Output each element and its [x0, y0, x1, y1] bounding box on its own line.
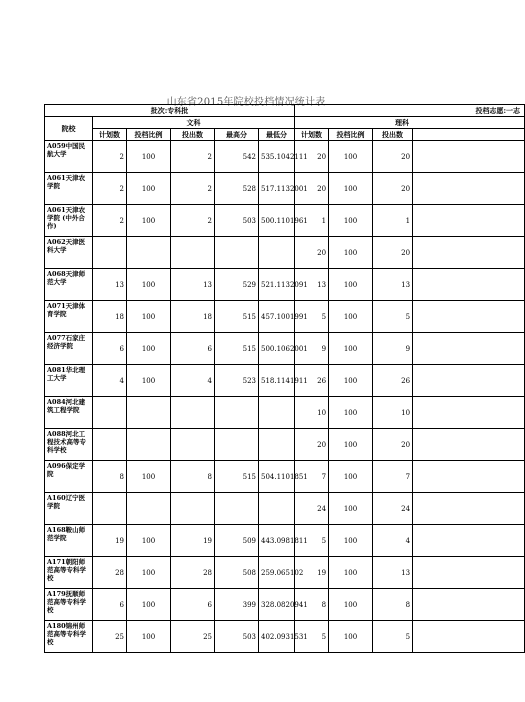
like-ratio-cell: 100	[329, 141, 373, 173]
extra-cell	[413, 429, 525, 461]
col-out-w: 投出数	[171, 129, 215, 141]
like-ratio-cell: 100	[329, 333, 373, 365]
wenke-max-cell: 515	[215, 301, 259, 333]
wenke-plan-cell	[93, 237, 127, 269]
table-body	[45, 141, 525, 653]
page-title: 山东省2015年院校投档情况统计表	[166, 97, 326, 108]
wenke-max-cell	[215, 237, 259, 269]
like-ratio-cell: 100	[329, 237, 373, 269]
like-plan-cell: 20	[295, 237, 329, 269]
batch-header: 批次:专科批	[45, 105, 295, 117]
like-out-cell: 26	[373, 365, 413, 397]
school-name-cell: A077石家庄经济学院	[45, 333, 93, 365]
wenke-ratio-cell	[127, 493, 171, 525]
wenke-min-cell: 535.1042111	[259, 141, 295, 173]
wenke-min-cell: 443.0981811	[259, 525, 295, 557]
like-plan-cell: 20	[295, 429, 329, 461]
wenke-plan-cell: 6	[93, 589, 127, 621]
wenke-ratio-cell	[127, 429, 171, 461]
wenke-ratio-cell: 100	[127, 141, 171, 173]
school-name-cell: A071天津体育学院	[45, 301, 93, 333]
like-plan-cell: 26	[295, 365, 329, 397]
school-name-cell: A061天津农学院	[45, 173, 93, 205]
wenke-out-cell: 6	[171, 333, 215, 365]
like-ratio-cell: 100	[329, 621, 373, 653]
like-ratio-cell: 100	[329, 557, 373, 589]
school-name-cell: A088河北工程技术高等专科学校	[45, 429, 93, 461]
school-name-cell: A062天津医科大学	[45, 237, 93, 269]
school-name-cell: A180锦州师范高等专科学校	[45, 621, 93, 653]
wenke-ratio-cell	[127, 237, 171, 269]
school-name-cell: A059中国民航大学	[45, 141, 93, 173]
wenke-max-cell: 399	[215, 589, 259, 621]
extra-cell	[413, 589, 525, 621]
like-out-cell: 5	[373, 301, 413, 333]
like-ratio-cell: 100	[329, 269, 373, 301]
school-name-cell: A179抚顺师范高等专科学校	[45, 589, 93, 621]
wenke-max-cell: 528	[215, 173, 259, 205]
like-ratio-cell: 100	[329, 397, 373, 429]
extra-cell	[413, 525, 525, 557]
like-out-cell: 20	[373, 429, 413, 461]
wenke-max-cell: 508	[215, 557, 259, 589]
col-min-w: 最低分	[259, 129, 295, 141]
wenke-min-cell	[259, 397, 295, 429]
wenke-plan-cell	[93, 429, 127, 461]
wenke-plan-cell: 2	[93, 205, 127, 237]
wenke-plan-cell: 19	[93, 525, 127, 557]
wenke-max-cell: 515	[215, 333, 259, 365]
table-row	[45, 461, 525, 493]
wenke-max-cell	[215, 429, 259, 461]
col-out-l: 投出数	[373, 129, 413, 141]
wenke-plan-cell: 28	[93, 557, 127, 589]
like-plan-cell: 9	[295, 333, 329, 365]
table-row	[45, 589, 525, 621]
like-ratio-cell: 100	[329, 525, 373, 557]
table-row	[45, 269, 525, 301]
like-plan-cell: 10	[295, 397, 329, 429]
wenke-ratio-cell: 100	[127, 173, 171, 205]
extra-cell	[413, 621, 525, 653]
extra-cell	[413, 205, 525, 237]
col-ratio-w: 投档比例	[127, 129, 171, 141]
extra-cell	[413, 301, 525, 333]
like-plan-cell: 13	[295, 269, 329, 301]
like-ratio-cell: 100	[329, 493, 373, 525]
school-column-header: 院校	[45, 117, 93, 141]
wenke-ratio-cell: 100	[127, 301, 171, 333]
wenke-plan-cell: 2	[93, 173, 127, 205]
wenke-out-cell: 2	[171, 205, 215, 237]
table-row	[45, 493, 525, 525]
like-out-cell: 4	[373, 525, 413, 557]
col-plan-w: 计划数	[93, 129, 127, 141]
col-plan-l: 计划数	[295, 129, 329, 141]
like-plan-cell: 19	[295, 557, 329, 589]
wenke-min-cell: 500.1062001	[259, 333, 295, 365]
table-row	[45, 429, 525, 461]
wenke-plan-cell: 6	[93, 333, 127, 365]
wenke-min-cell: 457.1001991	[259, 301, 295, 333]
wenke-plan-cell: 2	[93, 141, 127, 173]
like-out-cell: 24	[373, 493, 413, 525]
wenke-plan-cell	[93, 493, 127, 525]
wenke-out-cell: 28	[171, 557, 215, 589]
col-ratio-l: 投档比例	[329, 129, 373, 141]
school-name-cell: A171朝阳师范高等专科学校	[45, 557, 93, 589]
like-plan-cell: 8	[295, 589, 329, 621]
school-name-cell: A061天津农学院 (中外合作)	[45, 205, 93, 237]
school-name-cell: A160辽宁医学院	[45, 493, 93, 525]
table-row	[45, 397, 525, 429]
wenke-out-cell: 25	[171, 621, 215, 653]
wenke-min-cell: 504.1101851	[259, 461, 295, 493]
wenke-out-cell: 2	[171, 173, 215, 205]
wenke-max-cell	[215, 397, 259, 429]
like-plan-cell: 5	[295, 301, 329, 333]
like-out-cell: 1	[373, 205, 413, 237]
table-row	[45, 205, 525, 237]
like-ratio-cell: 100	[329, 173, 373, 205]
wenke-out-cell: 8	[171, 461, 215, 493]
wenke-out-cell: 13	[171, 269, 215, 301]
like-plan-cell: 20	[295, 141, 329, 173]
extra-cell	[413, 493, 525, 525]
extra-cell	[413, 269, 525, 301]
wenke-plan-cell	[93, 397, 127, 429]
wenke-out-cell: 6	[171, 589, 215, 621]
like-out-cell: 7	[373, 461, 413, 493]
wenke-min-cell: 402.0931531	[259, 621, 295, 653]
extra-cell	[413, 461, 525, 493]
like-ratio-cell: 100	[329, 461, 373, 493]
like-out-cell: 10	[373, 397, 413, 429]
like-plan-cell: 7	[295, 461, 329, 493]
like-plan-cell: 5	[295, 525, 329, 557]
wenke-out-cell: 2	[171, 141, 215, 173]
extra-cell	[413, 173, 525, 205]
wenke-plan-cell: 4	[93, 365, 127, 397]
table-row	[45, 237, 525, 269]
wenke-max-cell: 542	[215, 141, 259, 173]
like-plan-cell: 1	[295, 205, 329, 237]
table-row	[45, 557, 525, 589]
wenke-min-cell	[259, 429, 295, 461]
like-ratio-cell: 100	[329, 365, 373, 397]
wenke-min-cell	[259, 237, 295, 269]
wenke-ratio-cell: 100	[127, 205, 171, 237]
wenke-ratio-cell: 100	[127, 589, 171, 621]
volunteer-header: 投档志愿:一志	[295, 105, 525, 117]
wenke-ratio-cell: 100	[127, 621, 171, 653]
wenke-max-cell: 503	[215, 205, 259, 237]
like-ratio-cell: 100	[329, 301, 373, 333]
school-name-cell: A084河北建筑工程学院	[45, 397, 93, 429]
wenke-min-cell: 328.0820941	[259, 589, 295, 621]
statistics-table-viewport	[44, 104, 521, 646]
wenke-min-cell: 259.065102	[259, 557, 295, 589]
school-name-cell: A068天津师范大学	[45, 269, 93, 301]
table-row	[45, 365, 525, 397]
wenke-min-cell: 521.1132091	[259, 269, 295, 301]
table-row	[45, 301, 525, 333]
like-ratio-cell: 100	[329, 589, 373, 621]
col-max-w: 最高分	[215, 129, 259, 141]
like-header: 理科	[295, 117, 525, 129]
wenke-out-cell	[171, 493, 215, 525]
extra-cell	[413, 365, 525, 397]
wenke-min-cell: 500.1101961	[259, 205, 295, 237]
wenke-ratio-cell: 100	[127, 525, 171, 557]
like-plan-cell: 20	[295, 173, 329, 205]
wenke-max-cell	[215, 493, 259, 525]
wenke-ratio-cell	[127, 397, 171, 429]
wenke-max-cell: 529	[215, 269, 259, 301]
wenke-max-cell: 503	[215, 621, 259, 653]
wenke-ratio-cell: 100	[127, 333, 171, 365]
wenke-min-cell	[259, 493, 295, 525]
like-out-cell: 20	[373, 141, 413, 173]
extra-cell	[413, 333, 525, 365]
wenke-min-cell: 517.1132001	[259, 173, 295, 205]
wenke-plan-cell: 25	[93, 621, 127, 653]
wenke-ratio-cell: 100	[127, 365, 171, 397]
col-extra	[413, 129, 525, 141]
table-row	[45, 173, 525, 205]
like-out-cell: 13	[373, 557, 413, 589]
wenke-header: 文科	[93, 117, 295, 129]
wenke-plan-cell: 8	[93, 461, 127, 493]
statistics-table	[44, 104, 525, 653]
wenke-out-cell: 4	[171, 365, 215, 397]
table-row	[45, 141, 525, 173]
wenke-out-cell: 19	[171, 525, 215, 557]
like-out-cell: 13	[373, 269, 413, 301]
table-row	[45, 525, 525, 557]
like-out-cell: 20	[373, 237, 413, 269]
wenke-max-cell: 515	[215, 461, 259, 493]
school-name-cell: A096保定学院	[45, 461, 93, 493]
like-out-cell: 20	[373, 173, 413, 205]
like-ratio-cell: 100	[329, 429, 373, 461]
table-row	[45, 333, 525, 365]
wenke-plan-cell: 18	[93, 301, 127, 333]
like-ratio-cell: 100	[329, 205, 373, 237]
wenke-out-cell: 18	[171, 301, 215, 333]
like-out-cell: 9	[373, 333, 413, 365]
wenke-min-cell: 518.1141911	[259, 365, 295, 397]
wenke-out-cell	[171, 237, 215, 269]
wenke-ratio-cell: 100	[127, 557, 171, 589]
extra-cell	[413, 557, 525, 589]
like-plan-cell: 5	[295, 621, 329, 653]
wenke-ratio-cell: 100	[127, 269, 171, 301]
like-out-cell: 8	[373, 589, 413, 621]
table-row	[45, 621, 525, 653]
wenke-ratio-cell: 100	[127, 461, 171, 493]
extra-cell	[413, 237, 525, 269]
school-name-cell: A081华北理工大学	[45, 365, 93, 397]
wenke-out-cell	[171, 429, 215, 461]
extra-cell	[413, 397, 525, 429]
wenke-max-cell: 523	[215, 365, 259, 397]
wenke-max-cell: 509	[215, 525, 259, 557]
extra-cell	[413, 141, 525, 173]
like-plan-cell: 24	[295, 493, 329, 525]
wenke-out-cell	[171, 397, 215, 429]
school-name-cell: A168鞍山师范学院	[45, 525, 93, 557]
wenke-plan-cell: 13	[93, 269, 127, 301]
like-out-cell: 5	[373, 621, 413, 653]
